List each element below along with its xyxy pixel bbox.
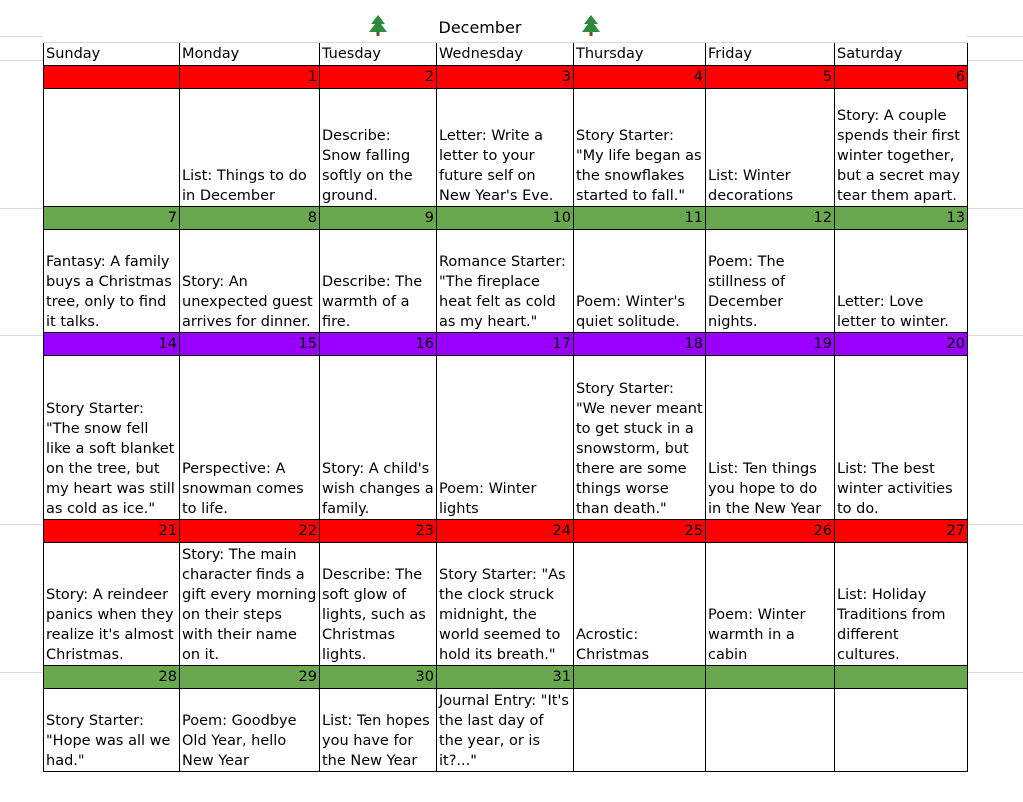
gridline <box>967 208 1023 209</box>
prompt-cell[interactable] <box>44 89 180 207</box>
date-number[interactable]: 25 <box>574 520 706 543</box>
prompt-cell[interactable]: Story Starter: "We never meant to get stuck in a snowstorm, but there are some things worse than death." <box>574 356 706 520</box>
date-number-row <box>44 207 968 230</box>
prompt-cell[interactable]: Story: An unexpected guest arrives for dinner. <box>180 230 320 333</box>
date-number[interactable]: 29 <box>180 666 320 689</box>
cell[interactable] <box>574 14 706 43</box>
prompt-cell[interactable]: Story: A child's wish changes a family. <box>320 356 437 520</box>
date-number[interactable]: 20 <box>835 333 968 356</box>
date-number[interactable]: 1 <box>180 66 320 89</box>
date-number[interactable]: 13 <box>835 207 968 230</box>
prompt-cell[interactable]: Poem: Goodbye Old Year, hello New Year <box>180 689 320 772</box>
prompt-cell[interactable]: Poem: Winter's quiet solitude. <box>574 230 706 333</box>
prompt-cell[interactable]: Story Starter: "Hope was all we had." <box>44 689 180 772</box>
date-number[interactable] <box>44 66 180 89</box>
prompt-cell[interactable]: Perspective: A snowman comes to life. <box>180 356 320 520</box>
prompt-cell[interactable]: Story: The main character finds a gift every morning on their steps with their name on it. <box>180 543 320 666</box>
date-number[interactable]: 17 <box>437 333 574 356</box>
date-number[interactable] <box>706 666 835 689</box>
prompt-cell[interactable]: Story Starter: "My life began as the snowflakes started to fall." <box>574 89 706 207</box>
weekday-header[interactable]: Tuesday <box>320 43 437 66</box>
gridline <box>967 60 1023 61</box>
date-number-row <box>44 333 968 356</box>
gridline <box>967 335 1023 336</box>
weekday-header[interactable]: Thursday <box>574 43 706 66</box>
date-number[interactable]: 5 <box>706 66 835 89</box>
date-number[interactable] <box>835 666 968 689</box>
date-number[interactable]: 4 <box>574 66 706 89</box>
date-number[interactable]: 2 <box>320 66 437 89</box>
date-number[interactable]: 14 <box>44 333 180 356</box>
date-number[interactable]: 18 <box>574 333 706 356</box>
date-number[interactable]: 12 <box>706 207 835 230</box>
date-number[interactable]: 26 <box>706 520 835 543</box>
weekday-header[interactable]: Saturday <box>835 43 968 66</box>
prompt-row <box>44 543 968 666</box>
cell[interactable] <box>835 14 968 43</box>
date-number[interactable]: 16 <box>320 333 437 356</box>
prompt-cell[interactable]: Story Starter: "The snow fell like a soft blanket on the tree, but my heart was still as cold as ice." <box>44 356 180 520</box>
prompt-cell[interactable]: Romance Starter: "The fireplace heat felt as cold as my heart." <box>437 230 574 333</box>
cell[interactable] <box>44 14 180 43</box>
date-number-row <box>44 66 968 89</box>
prompt-cell[interactable]: List: Ten things you hope to do in the New Year <box>706 356 835 520</box>
cell[interactable] <box>320 14 437 43</box>
date-number[interactable]: 11 <box>574 207 706 230</box>
date-number[interactable]: 10 <box>437 207 574 230</box>
date-number[interactable]: 3 <box>437 66 574 89</box>
prompt-cell[interactable] <box>835 689 968 772</box>
weekday-header[interactable]: Friday <box>706 43 835 66</box>
prompt-row <box>44 689 968 772</box>
prompt-cell[interactable]: Journal Entry: "It's the last day of the year, or is it?..." <box>437 689 574 772</box>
prompt-cell[interactable]: Letter: Write a letter to your future self on New Year's Eve. <box>437 89 574 207</box>
date-number[interactable]: 30 <box>320 666 437 689</box>
prompt-cell[interactable] <box>706 689 835 772</box>
weekday-header[interactable]: Monday <box>180 43 320 66</box>
title-row <box>44 14 968 43</box>
prompt-cell[interactable]: Story: A couple spends their first winter together, but a secret may tear them apart. <box>835 89 968 207</box>
date-number[interactable]: 8 <box>180 207 320 230</box>
month-title[interactable]: December <box>437 14 574 43</box>
prompt-cell[interactable]: List: Ten hopes you have for the New Year <box>320 689 437 772</box>
date-number[interactable]: 27 <box>835 520 968 543</box>
gridline <box>0 208 43 209</box>
gridline <box>0 672 43 673</box>
date-number[interactable]: 19 <box>706 333 835 356</box>
prompt-cell[interactable]: Poem: The stillness of December nights. <box>706 230 835 333</box>
christmas-tree-icon <box>580 14 602 36</box>
date-number[interactable]: 31 <box>437 666 574 689</box>
prompt-row <box>44 89 968 207</box>
date-number[interactable]: 24 <box>437 520 574 543</box>
cell[interactable] <box>706 14 835 43</box>
cell[interactable] <box>180 14 320 43</box>
gridline <box>967 672 1023 673</box>
gridline <box>967 36 1023 37</box>
gridline <box>0 60 43 61</box>
prompt-cell[interactable]: List: The best winter activities to do. <box>835 356 968 520</box>
date-number[interactable]: 7 <box>44 207 180 230</box>
prompt-cell[interactable]: List: Things to do in December <box>180 89 320 207</box>
gridline <box>967 524 1023 525</box>
prompt-cell[interactable]: Story: A reindeer panics when they realize it's almost Christmas. <box>44 543 180 666</box>
date-number-row <box>44 520 968 543</box>
prompt-row <box>44 230 968 333</box>
prompt-cell[interactable]: Poem: Winter warmth in a cabin <box>706 543 835 666</box>
prompt-cell[interactable]: Describe: The soft glow of lights, such as Christmas lights. <box>320 543 437 666</box>
date-number[interactable]: 23 <box>320 520 437 543</box>
weekday-header-row <box>44 43 968 66</box>
gridline <box>0 335 43 336</box>
prompt-cell[interactable]: Describe: The warmth of a fire. <box>320 230 437 333</box>
date-number[interactable]: 22 <box>180 520 320 543</box>
prompt-cell[interactable]: Fantasy: A family buys a Christmas tree, only to find it talks. <box>44 230 180 333</box>
prompt-cell[interactable]: Letter: Love letter to winter. <box>835 230 968 333</box>
date-number[interactable]: 9 <box>320 207 437 230</box>
weekday-header[interactable]: Sunday <box>44 43 180 66</box>
date-number[interactable]: 6 <box>835 66 968 89</box>
prompt-cell[interactable]: List: Winter decorations <box>706 89 835 207</box>
date-number[interactable]: 15 <box>180 333 320 356</box>
christmas-tree-icon <box>367 14 389 36</box>
weekday-header[interactable]: Wednesday <box>437 43 574 66</box>
date-number[interactable] <box>574 666 706 689</box>
prompt-cell[interactable]: Describe: Snow falling softly on the ground. <box>320 89 437 207</box>
gridline <box>0 524 43 525</box>
prompt-cell[interactable]: Acrostic: Christmas <box>574 543 706 666</box>
calendar-grid <box>43 14 968 772</box>
prompt-cell[interactable]: Story Starter: "As the clock struck midnight, the world seemed to hold its breath." <box>437 543 574 666</box>
prompt-row <box>44 356 968 520</box>
prompt-cell[interactable]: List: Holiday Traditions from different cultures. <box>835 543 968 666</box>
prompt-cell[interactable]: Poem: Winter lights <box>437 356 574 520</box>
gridline <box>0 36 43 37</box>
date-number-row <box>44 666 968 689</box>
date-number[interactable]: 28 <box>44 666 180 689</box>
prompt-cell[interactable] <box>574 689 706 772</box>
date-number[interactable]: 21 <box>44 520 180 543</box>
